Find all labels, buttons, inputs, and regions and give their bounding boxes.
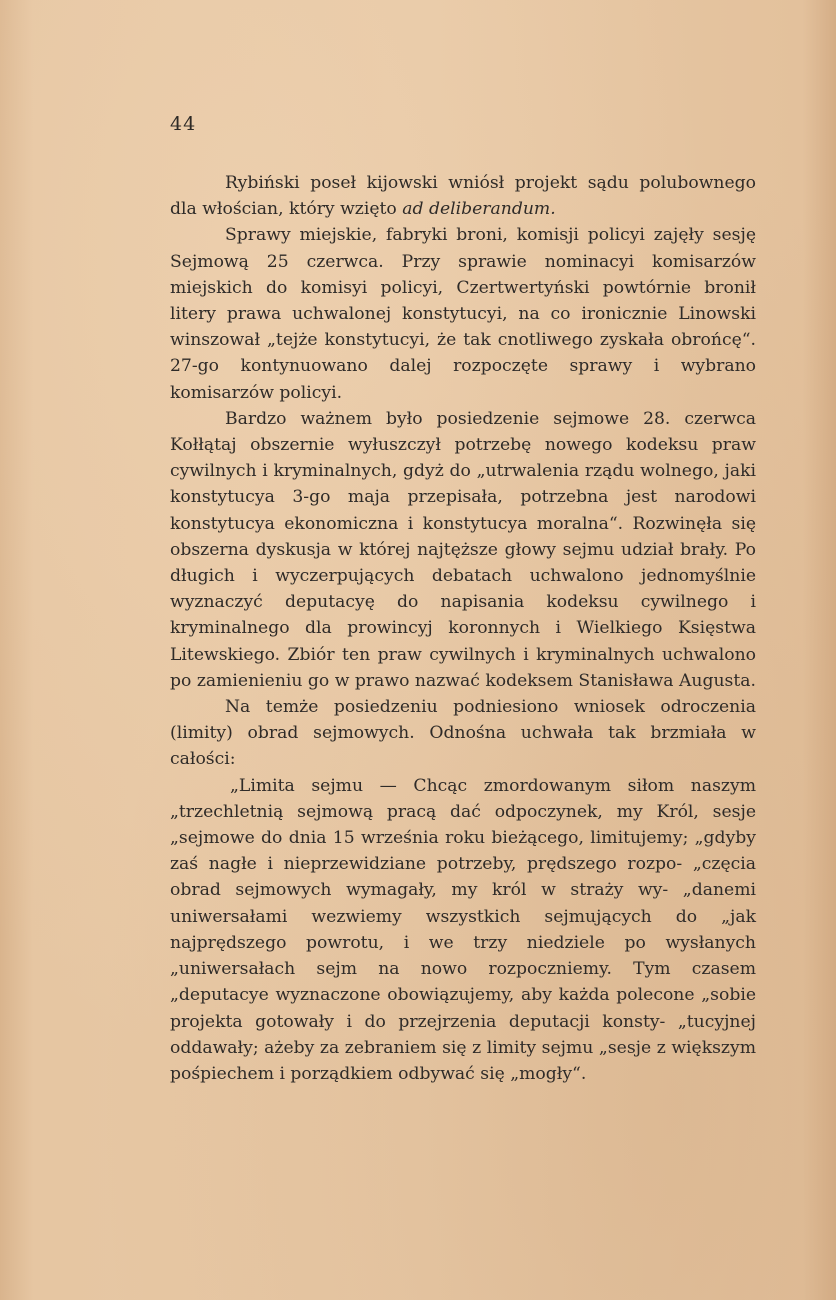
quote-text: „Limita sejmu — Chcąc zmordowanym siłom naszym „trzechletnią sejmową pracą dać odpoczynek, my Król, sesje „sejmowe do dnia 15 września roku bieżącego, limitujemy; „gdyby zaś nagłe i nieprzewidziane potrzeby, prędszego rozpo- „częcia obrad sejmowych wymagały, my król w straży wy- „danemi uniwersałami wezwiemy wszystkich sejmujących do „jak najprędszego powrotu, i we trzy niedziele po wysłanych „uniwersałach sejm na nowo rozpoczniemy. Tym czasem „deputacye wyznaczone obowiązujemy, aby każda polecone „sobie projekta gotowały i do przejrzenia deputacji konsty- „tucyjnej oddawały; ażeby za zebraniem się z limity sejmu „sesje z większym pośpiechem i porządkiem odbywać się „mogły“.	[170, 775, 756, 1084]
paragraph-1	[170, 170, 756, 222]
paragraph-1-italic: ad deliberandum.	[402, 199, 556, 220]
paragraph-1-text: Rybiński poseł kijowski wniósł projekt sądu polubownego dla włościan, który wzięto	[170, 173, 756, 220]
paragraph-3: Bardzo ważnem było posiedzenie sejmowe 28. czerwca Kołłątaj obszernie wyłuszczył potrzebę nowego kodeksu praw cywilnych i kryminalnych, gdyż do „utrwalenia rządu wolnego, jaki konstytucya 3-go maja przepisała, potrzebna jest narodowi konstytucya ekonomiczna i konstytucya moralna“. Rozwinęła się obszerna dyskusja w której najtęższe głowy sejmu udział brały. Po długich i wyczerpujących debatach uchwalono jednomyślnie wyznaczyć deputacyę do napisania kodeksu cywilnego i kryminalnego dla prowincyj koronnych i Wielkiego Księstwa Litewskiego. Zbiór ten praw cywilnych i kryminalnych uchwalono po zamienieniu go w prawo nazwać kodeksem Stanisława Augusta.	[170, 408, 756, 691]
paragraph-4: Na temże posiedzeniu podniesiono wniosek odroczenia (limity) obrad sejmowych. Odnośna uchwała tak brzmiała w całości:	[170, 697, 756, 770]
paragraph-2: Sprawy miejskie, fabryki broni, komisji policyi zajęły sesję Sejmową 25 czerwca. Przy sprawie nominacyi komisarzów miejskich do komisyi policyi, Czertwertyński powtórnie bronił litery prawa uchwalonej konstytucyi, na co ironicznie Linowski winszował „tejże konstytucyi, że tak cnotliwego zyskała obrońcę“. 27-go kontynuowano dalej rozpoczęte sprawy i wybrano komisarzów policyi.	[170, 225, 756, 403]
text-column	[170, 170, 756, 1087]
page-number: 44	[170, 113, 197, 135]
quoted-resolution	[170, 773, 756, 1087]
